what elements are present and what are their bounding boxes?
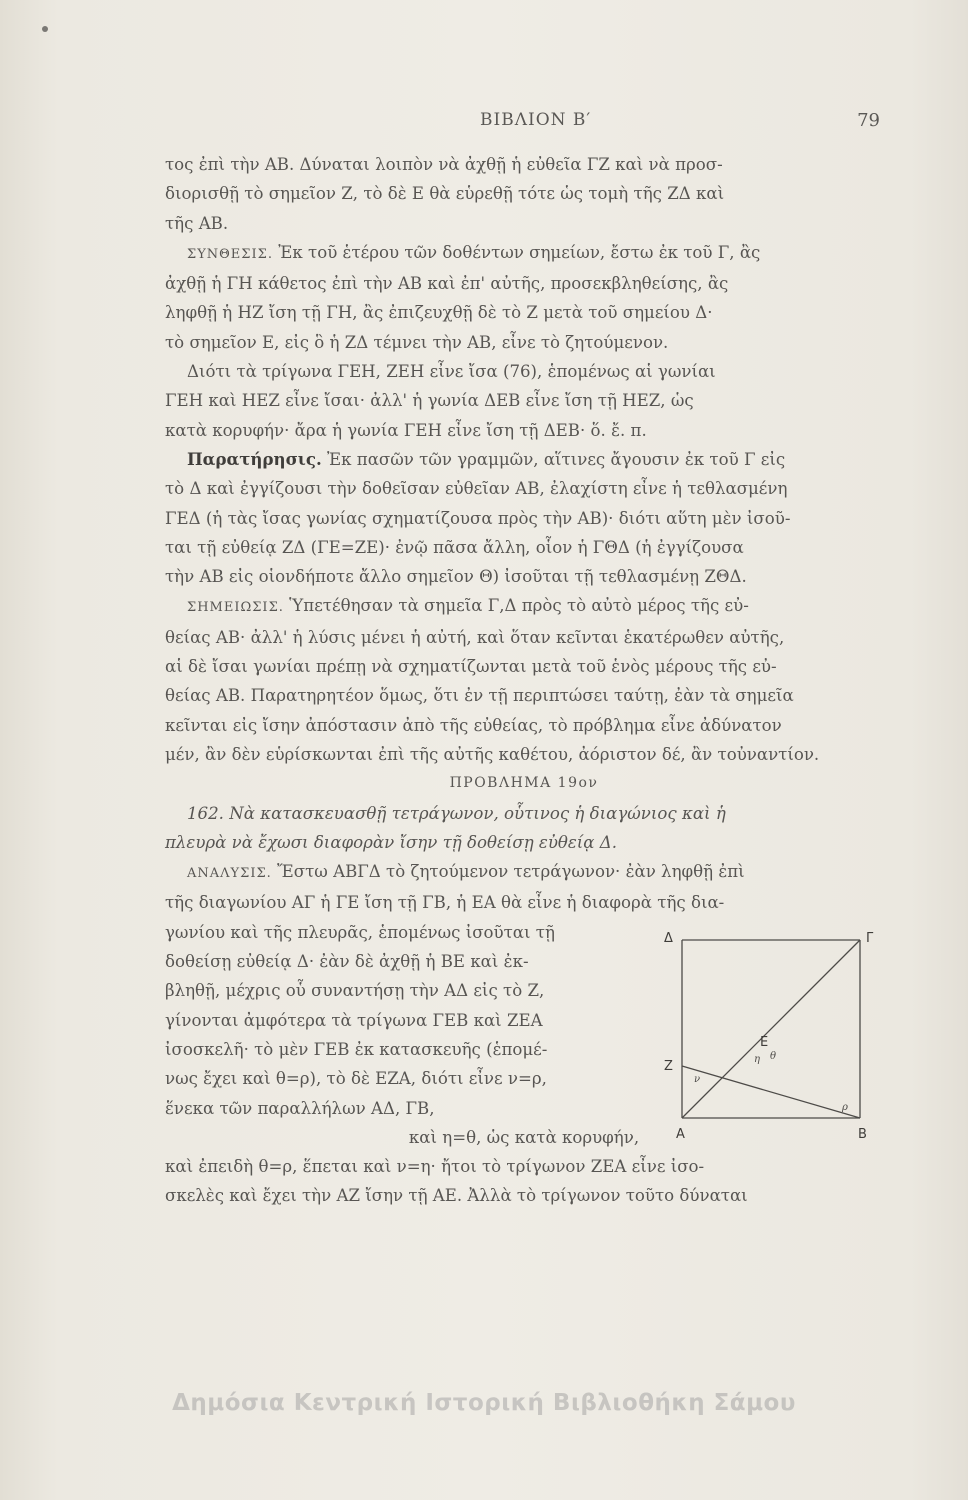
page-number: 79 xyxy=(857,110,880,131)
text-line: Διότι τὰ τρίγωνα ΓΕΗ, ΖΕΗ εἶνε ἴσα (76), ἑπομένως αἱ γωνίαι xyxy=(187,362,716,382)
label-A: A xyxy=(676,1126,685,1142)
diagonal-AG xyxy=(682,940,860,1118)
text-run: Ἐκ τοῦ ἑτέρου τῶν δοθέντων σημείων, ἔστω ἐκ τοῦ Γ, ἂς xyxy=(272,242,761,262)
text-line: δοθείσῃ εὐθείᾳ Δ· ἐὰν δὲ ἀχθῇ ἡ ΒΕ καὶ ἐκ- xyxy=(165,952,529,972)
synthesis-label: ΣΥΝΘΕΣΙΣ. xyxy=(187,246,273,262)
margin-ink-mark xyxy=(42,26,48,32)
text-line: ἰσοσκελῆ· τὸ μὲν ΓΕΒ ἐκ κατασκευῆς (ἑπομέ- xyxy=(165,1039,548,1059)
analysis-paragraph xyxy=(165,857,883,888)
text-line: τὸ Δ καὶ ἐγγίζουσι τὴν δοθεῖσαν εὐθεῖαν ΑΒ, ἐλαχίστη εἶνε ἡ τεθλασμένη xyxy=(165,479,788,499)
text-run: Ὑπετέθησαν τὰ σημεῖα Γ,Δ πρὸς τὸ αὐτὸ μέρος τῆς εὐ- xyxy=(283,596,749,616)
text-run: Ἔστω ΑΒΓΔ τὸ ζητούμενον τετράγωνον· ἐὰν ληφθῇ ἐπὶ xyxy=(271,862,745,882)
page-header xyxy=(160,110,880,140)
text-line: ἀχθῇ ἡ ΓΗ κάθετος ἐπὶ τὴν ΑΒ καὶ ἐπ' αὐτῆς, προσεκβληθείσης, ἂς xyxy=(165,274,729,294)
text-line: βληθῇ, μέχρις οὗ συναντήσῃ τὴν ΑΔ εἰς τὸ Ζ, xyxy=(165,981,545,1001)
angle-rho: ρ xyxy=(842,1101,848,1113)
text-line: τὸ σημεῖον Ε, εἰς ὃ ἡ ΖΔ τέμνει τὴν ΑΒ, εἶνε τὸ ζητούμενον. xyxy=(165,332,669,352)
note-label: ΣΗΜΕΙΩΣΙΣ. xyxy=(187,600,284,616)
text-line: κεῖνται εἰς ἴσην ἀπόστασιν ἀπὸ τῆς εὐθείας, τὸ πρόβλημα εἶνε ἀδύνατον xyxy=(165,715,782,735)
text-line: ται τῇ εὐθείᾳ ΖΔ (ΓΕ=ΖΕ)· ἐνῷ πᾶσα ἄλλη, οἷον ἡ ΓΘΔ (ἡ ἐγγίζουσα xyxy=(165,537,744,557)
text-line: τὴν ΑΒ εἰς οἱονδήποτε ἄλλο σημεῖον Θ) ἰσοῦται τῇ τεθλασμένῃ ΖΘΔ. xyxy=(165,567,747,587)
figure-wrapped-text xyxy=(165,918,635,1123)
page-body xyxy=(165,150,883,1211)
text-line: τῆς ΑΒ. xyxy=(165,213,229,233)
text-run: Ἐκ πασῶν τῶν γραμμῶν, αἵτινες ἄγουσιν ἐκ τοῦ Γ εἰς xyxy=(321,449,786,469)
angle-theta: θ xyxy=(770,1050,777,1062)
angle-nu: ν xyxy=(694,1073,701,1085)
remark-paragraph xyxy=(165,445,883,474)
text-line: μέν, ἂν δὲν εὑρίσκωνται ἐπὶ τῆς αὐτῆς καθέτου, ἀόριστον δέ, ἂν τοὐναντίον. xyxy=(165,744,820,764)
synthesis-paragraph xyxy=(165,238,883,269)
text-line: ληφθῇ ἡ ΗΖ ἴση τῇ ΓΗ, ἂς ἐπιζευχθῇ δὲ τὸ Ζ μετὰ τοῦ σημείου Δ· xyxy=(165,303,713,323)
text-line: κατὰ κορυφήν· ἄρα ἡ γωνία ΓΕΗ εἶνε ἴση τῇ ΔΕΒ· ὅ. ἔ. π. xyxy=(165,420,647,440)
text-line: καὶ ἐπειδὴ θ=ρ, ἕπεται καὶ ν=η· ἤτοι τὸ τρίγωνον ΖΕΑ εἶνε ἰσο- xyxy=(165,1157,705,1177)
label-B: B xyxy=(858,1126,867,1142)
text-line: ἕνεκα τῶν παραλλήλων ΑΔ, ΓΒ, xyxy=(165,1098,435,1118)
text-line: σκελὲς καὶ ἔχει τὴν ΑΖ ἴσην τῇ ΑΕ. Ἀλλὰ τὸ τρίγωνον τοῦτο δύναται xyxy=(165,1186,748,1206)
text-line: ΓΕΔ (ἡ τὰς ἴσας γωνίας σχηματίζουσα πρὸς τὴν ΑΒ)· διότι αὕτη μὲν ἰσοῦ- xyxy=(165,508,791,528)
text-line: νως ἔχει καὶ θ=ρ), τὸ δὲ ΕΖΑ, διότι εἶνε ν=ρ, xyxy=(165,1069,547,1089)
label-G: Γ xyxy=(866,930,874,946)
text-line: αἱ δὲ ἴσαι γωνίαι πρέπῃ νὰ σχηματίζωνται μετὰ τοῦ ἑνὸς μέρους τῆς εὐ- xyxy=(165,657,777,677)
label-E: E xyxy=(760,1034,769,1050)
label-D: Δ xyxy=(664,930,673,946)
text-line: καὶ η=θ, ὡς κατὰ κορυφήν, xyxy=(408,1127,640,1147)
analysis-label: ΑΝΑΛΥΣΙΣ. xyxy=(187,866,272,882)
text-line: πλευρὰ νὰ ἔχωσι διαφορὰν ἴσην τῇ δοθείσῃ εὐθείᾳ Δ. xyxy=(165,832,618,852)
problem-heading: ΠΡΟΒΛΗΜΑ 19ον xyxy=(449,775,599,792)
remark-label: Παρατήρησις. xyxy=(187,448,322,469)
text-line: 162. Νὰ κατασκευασθῇ τετράγωνον, οὗτινος ἡ διαγώνιος καὶ ἡ xyxy=(187,803,726,823)
text-line: τῆς διαγωνίου ΑΓ ἡ ΓΕ ἴση τῇ ΓΒ, ἡ ΕΑ θὰ εἶνε ἡ διαφορὰ τῆς δια- xyxy=(165,893,725,913)
text-line: διορισθῇ τὸ σημεῖον Ζ, τὸ δὲ Ε θὰ εὑρεθῇ τότε ὡς τομὴ τῆς ΖΔ καὶ xyxy=(165,184,725,204)
running-title: ΒΙΒΛΙΟΝ Β′ xyxy=(480,110,592,130)
note-paragraph xyxy=(165,591,883,622)
angle-eta: η xyxy=(754,1053,760,1065)
text-line: θείας ΑΒ· ἀλλ' ἡ λύσις μένει ἡ αὐτή, καὶ ὅταν κεῖνται ἑκατέρωθεν αὐτῆς, xyxy=(165,627,785,647)
text-line: γίνονται ἀμφότερα τὰ τρίγωνα ΓΕΒ καὶ ΖΕΑ xyxy=(165,1010,543,1030)
text-line: θείας ΑΒ. Παρατηρητέον ὅμως, ὅτι ἐν τῇ περιπτώσει ταύτῃ, ἐὰν τὰ σημεῖα xyxy=(165,686,794,706)
text-line: γωνίου καὶ τῆς πλευρᾶς, ἑπομένως ἰσοῦται τῇ xyxy=(165,922,555,942)
library-watermark: Δημόσια Κεντρική Ιστορική Βιβλιοθήκη Σάμου xyxy=(172,1390,796,1416)
text-line: ΓΕΗ καὶ ΗΕΖ εἶνε ἴσαι· ἀλλ' ἡ γωνία ΔΕΒ εἶνε ἴση τῇ ΗΕΖ, ὡς xyxy=(165,391,694,411)
text-line: τος ἐπὶ τὴν ΑΒ. Δύναται λοιπὸν νὰ ἀχθῇ ἡ εὐθεῖα ΓΖ καὶ νὰ προσ- xyxy=(165,155,723,174)
label-Z: Z xyxy=(664,1058,673,1074)
square-figure xyxy=(660,926,890,1146)
